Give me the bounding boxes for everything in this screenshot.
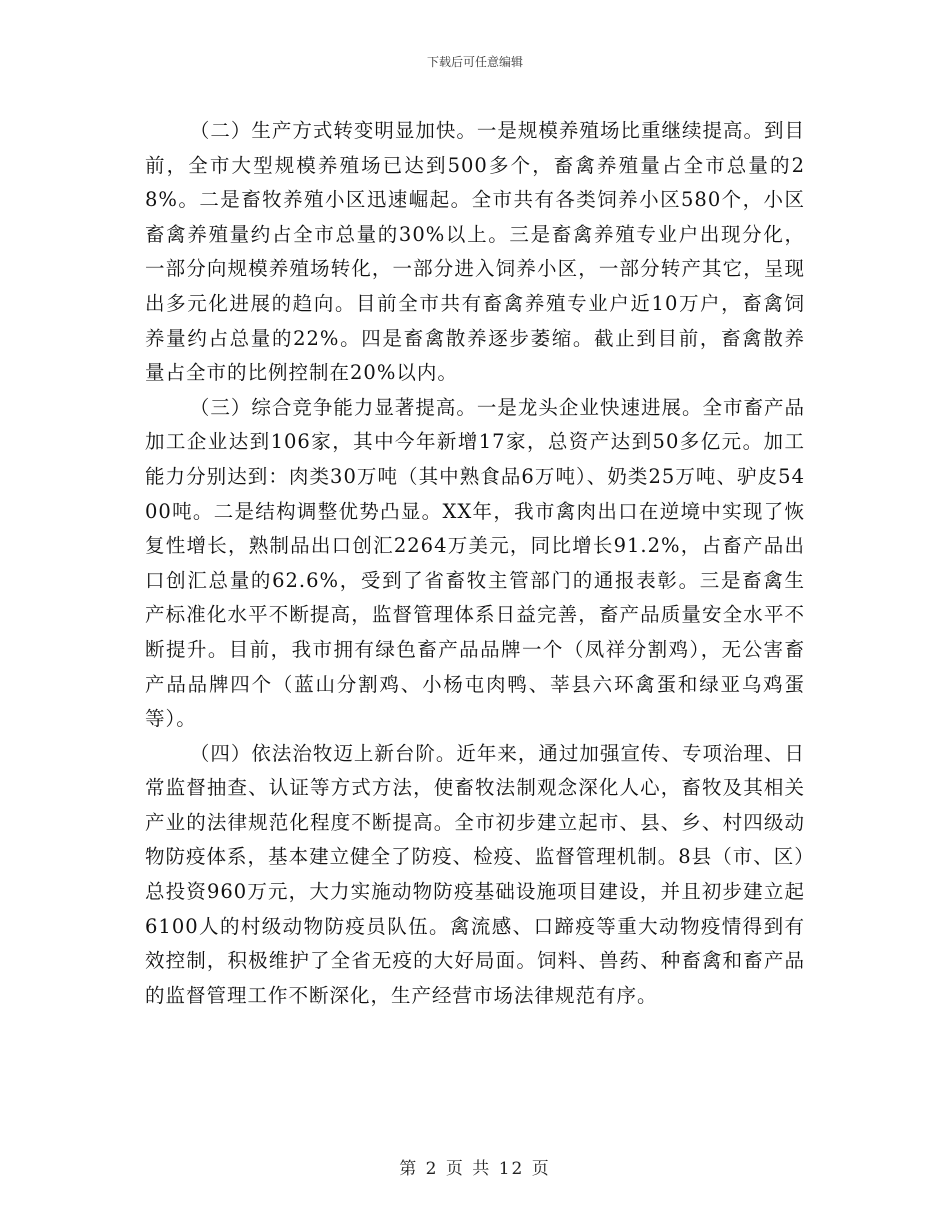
paragraph-rule-of-law: （四）依法治牧迈上新台阶。近年来，通过加强宣传、专项治理、日常监督抽查、认证等方式方法，使畜牧法制观念深化人心，畜牧及其相关产业的法律规范化程度不断提高。全市初步建立起市、县、乡、村四级动物防疫体系，基本建立健全了防疫、检疫、监督管理机制。8县（市、区）总投资960万元，大力实施动物防疫基础设施项目建设，并且初步建立起6100人的村级动物防疫员队伍。禽流感、口蹄疫等重大动物疫情得到有效控制，积极维护了全省无疫的大好局面。饲料、兽药、种畜禽和畜产品的监督管理工作不断深化，生产经营市场法律规范有序。 <box>145 741 805 1007</box>
document-body <box>145 114 805 1013</box>
paragraph-competitiveness: （三）综合竞争能力显著提高。一是龙头企业快速进展。全市畜产品加工企业达到106家，其中今年新增17家，总资产达到50多亿元。加工能力分别达到：肉类30万吨（其中熟食品6万吨）、奶类25万吨、驴皮5400吨。二是结构调整优势凸显。XX年，我市禽肉出口在逆境中实现了恢复性增长，熟制品出口创汇2264万美元，同比增长91.2%，占畜产品出口创汇总量的62.6%，受到了省畜牧主管部门的通报表彰。三是畜禽生产标准化水平不断提高，监督管理体系日益完善，畜产品质量安全水平不断提升。目前，我市拥有绿色畜产品品牌一个（凤祥分割鸡），无公害畜产品品牌四个（蓝山分割鸡、小杨屯肉鸭、莘县六环禽蛋和绿亚乌鸡蛋等）。 <box>145 395 805 731</box>
page-header: 下载后可任意编辑 <box>426 55 523 69</box>
paragraph-production-mode: （二）生产方式转变明显加快。一是规模养殖场比重继续提高。到目前，全市大型规模养殖场已达到500多个，畜禽养殖量占全市总量的28%。二是畜牧养殖小区迅速崛起。全市共有各类饲养小区580个，小区畜禽养殖量约占全市总量的30%以上。三是畜禽养殖专业户出现分化，一部分向规模养殖场转化，一部分进入饲养小区，一部分转产其它，呈现出多元化进展的趋向。目前全市共有畜禽养殖专业户近10万户，畜禽饲养量约占总量的22%。四是畜禽散养逐步萎缩。截止到目前，畜禽散养量占全市的比例控制在20%以内。 <box>145 119 805 385</box>
page-number-footer: 第 2 页 共 12 页 <box>399 1159 551 1179</box>
